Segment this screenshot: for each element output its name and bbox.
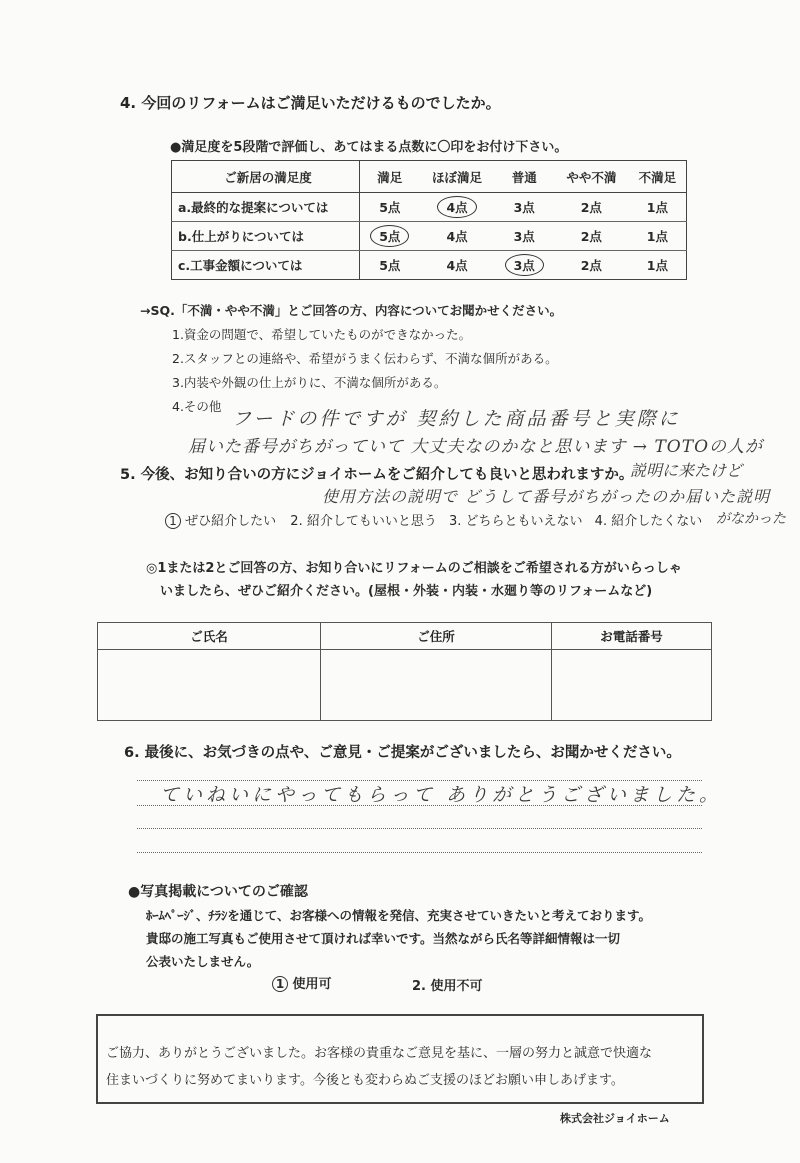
table-row bbox=[172, 251, 687, 280]
photo-line3: 公表いたしません。 bbox=[146, 954, 260, 969]
contact-table bbox=[97, 622, 712, 721]
score-cell[interactable]: 2点 bbox=[554, 222, 629, 251]
score-cell[interactable]: 3点 bbox=[495, 193, 554, 222]
circled-option-number[interactable]: 1 bbox=[165, 513, 181, 529]
score-cell[interactable]: 4点 bbox=[446, 258, 468, 273]
q5-option-3[interactable]: 3. どちらともいえない bbox=[448, 514, 583, 529]
score-cell[interactable] bbox=[495, 251, 554, 280]
referral-note-line2: いましたら、ぜひご紹介ください。(屋根・外装・内装・水廻り等のリフォームなど) bbox=[160, 584, 653, 599]
table-row bbox=[172, 222, 687, 251]
contact-header-name: ご氏名 bbox=[98, 623, 321, 650]
q4-title: 4. 今回のリフォームはご満足いただけるものでしたか。 bbox=[120, 94, 501, 112]
row-label: a.最終的な提案については bbox=[172, 193, 360, 222]
photo-option-1-label: 使用可 bbox=[292, 977, 332, 992]
q5-option-1[interactable]: ぜひ紹介したい bbox=[185, 514, 277, 529]
table-row bbox=[172, 193, 687, 222]
photo-option-2[interactable]: 2. 使用不可 bbox=[412, 979, 483, 994]
circled-score: 3点 bbox=[505, 254, 544, 276]
q5-option-4[interactable]: 4. 紹介したくない bbox=[594, 514, 703, 529]
table-header-row bbox=[172, 161, 687, 193]
photo-title: ●写真掲載についてのご確認 bbox=[128, 884, 308, 900]
phone-field[interactable] bbox=[552, 650, 712, 721]
sq-option-1[interactable]: 1.資金の問題で、希望していたものができなかった。 bbox=[172, 327, 472, 342]
answer-line bbox=[137, 852, 702, 853]
sq-title: →SQ.「不満・やや不満」とご回答の方、内容についてお聞かせください。 bbox=[140, 303, 563, 318]
handwritten-note-end: がなかった bbox=[716, 511, 786, 527]
score-cell[interactable] bbox=[360, 222, 420, 251]
satisfaction-table bbox=[171, 160, 687, 280]
sq-option-4[interactable]: 4.その他 bbox=[172, 399, 222, 414]
table-header: 満足 bbox=[360, 161, 420, 193]
photo-option-1[interactable] bbox=[272, 973, 332, 992]
q4-instruction: ●満足度を5段階で評価し、あてはまる点数に〇印をお付け下さい。 bbox=[170, 140, 568, 155]
answer-line bbox=[137, 805, 702, 806]
score-cell[interactable]: 3点 bbox=[495, 222, 554, 251]
score-cell[interactable]: 5点 bbox=[379, 258, 401, 273]
handwritten-comment-line2: 届いた番号がちがっていて 大丈夫なのかなと思います → TOTOの人が bbox=[188, 437, 764, 457]
circled-score: 5点 bbox=[370, 225, 409, 247]
table-header: ほぼ満足 bbox=[420, 161, 495, 193]
sq-option-2[interactable]: 2.スタッフとの連絡や、希望がうまく伝わらず、不満な個所がある。 bbox=[172, 351, 558, 366]
q5-options bbox=[165, 510, 702, 529]
score-cell[interactable]: 1点 bbox=[629, 193, 687, 222]
name-field[interactable] bbox=[98, 650, 321, 721]
handwritten-note-line2: 使用方法の説明で どうして番号がちがったのか届いた説明 bbox=[322, 487, 771, 506]
referral-note-line1: ◎1または2とご回答の方、お知り合いにリフォームのご相談をご希望される方がいらっしゃ bbox=[146, 561, 682, 576]
company-name: 株式会社ジョイホーム bbox=[560, 1112, 670, 1125]
closing-line2: 住まいづくりに努めてまいります。今後とも変わらぬご支援のほどお願い申しあげます。 bbox=[106, 1073, 624, 1088]
q5-title: 5. 今後、お知り合いの方にジョイホームをご紹介しても良いと思われますか。 bbox=[120, 467, 634, 483]
closing-box bbox=[96, 1014, 704, 1104]
contact-header-phone: お電話番号 bbox=[552, 623, 712, 650]
score-cell[interactable]: 1点 bbox=[629, 222, 687, 251]
table-header: 普通 bbox=[495, 161, 554, 193]
circled-score: 4点 bbox=[437, 196, 476, 218]
handwritten-note-tail: 説明に来たけど bbox=[630, 461, 743, 480]
answer-line bbox=[137, 828, 702, 829]
score-cell[interactable]: 5点 bbox=[360, 193, 420, 222]
table-header: やや不満 bbox=[554, 161, 629, 193]
q5-option-2[interactable]: 2. 紹介してもいいと思う bbox=[290, 514, 437, 529]
score-cell[interactable]: 2点 bbox=[580, 258, 602, 273]
photo-line2: 貴邸の施工写真もご使用させて頂ければ幸いです。当然ながら氏名等詳細情報は一切 bbox=[146, 931, 621, 946]
address-field[interactable] bbox=[321, 650, 552, 721]
circled-option-number: 1 bbox=[272, 976, 288, 992]
q6-title: 6. 最後に、お気づきの点や、ご意見・ご提案がございましたら、お聞かせください。 bbox=[124, 745, 681, 761]
contact-header-address: ご住所 bbox=[321, 623, 552, 650]
row-label: b.仕上がりについては bbox=[172, 222, 360, 251]
score-cell[interactable]: 2点 bbox=[554, 193, 629, 222]
closing-line1: ご協力、ありがとうございました。お客様の貴重なご意見を基に、一層の努力と誠意で快適な bbox=[106, 1046, 653, 1061]
score-cell[interactable] bbox=[420, 193, 495, 222]
table-header: ご新居の満足度 bbox=[172, 161, 360, 193]
score-cell[interactable]: 4点 bbox=[420, 222, 495, 251]
table-header: 不満足 bbox=[629, 161, 687, 193]
handwritten-comment-line1: フードの件ですが 契約した商品番号と実際に bbox=[232, 408, 681, 430]
handwritten-answer: ていねいにやってもらって ありがとうございました。 bbox=[160, 784, 723, 806]
sq-option-3[interactable]: 3.内装や外観の仕上がりに、不満な個所がある。 bbox=[172, 375, 447, 390]
score-cell[interactable]: 1点 bbox=[646, 258, 668, 273]
photo-line1: ﾎｰﾑﾍﾟｰｼﾞ、ﾁﾗｼを通じて、お客様への情報を発信、充実させていきたいと考えております。 bbox=[146, 908, 652, 923]
row-label: c.工事金額については bbox=[172, 251, 360, 280]
